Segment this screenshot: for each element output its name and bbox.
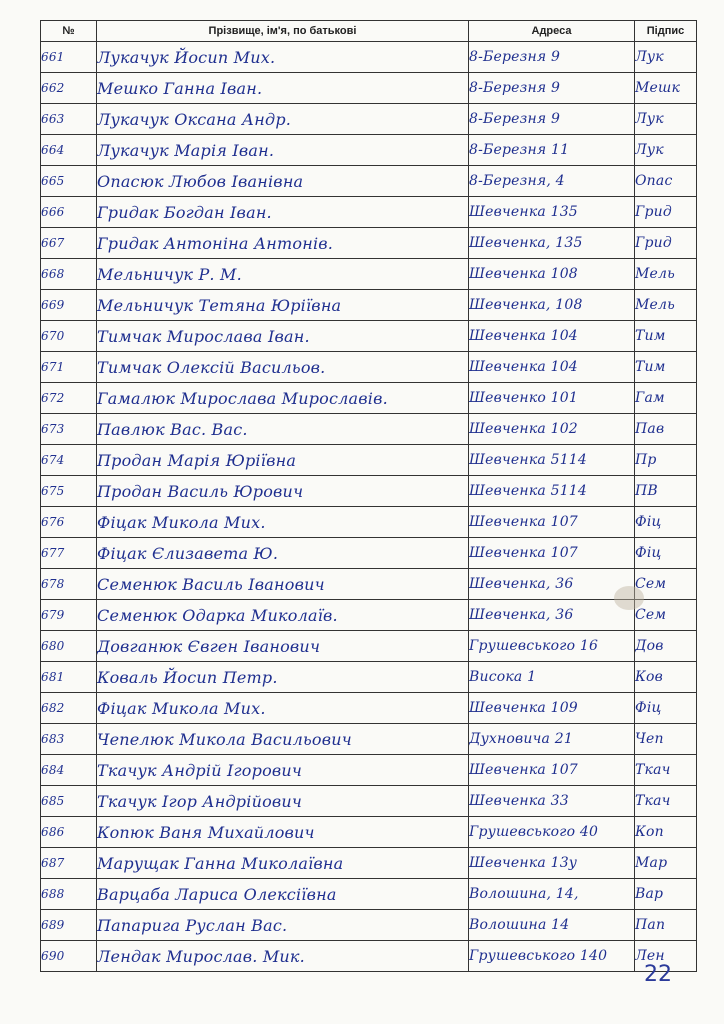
row-signature: Фіц: [635, 507, 697, 538]
row-number: 665: [41, 166, 97, 197]
table-row: [41, 352, 697, 383]
row-full-name: Лендак Мирослав. Мик.: [97, 941, 469, 972]
row-number: 667: [41, 228, 97, 259]
row-address: Шевченка, 36: [469, 600, 635, 631]
row-signature: Сем: [635, 600, 697, 631]
row-signature: Мар: [635, 848, 697, 879]
table-row: [41, 538, 697, 569]
row-address: Висока 1: [469, 662, 635, 693]
paper-stain: [614, 586, 644, 610]
row-number: 662: [41, 73, 97, 104]
row-signature: Лук: [635, 135, 697, 166]
row-signature: Сем: [635, 569, 697, 600]
row-address: Шевченка 109: [469, 693, 635, 724]
row-address: Волошина 14: [469, 910, 635, 941]
row-full-name: Мельничук Р. М.: [97, 259, 469, 290]
row-address: Шевченка 107: [469, 755, 635, 786]
row-full-name: Коваль Йосип Петр.: [97, 662, 469, 693]
row-full-name: Довганюк Євген Іванович: [97, 631, 469, 662]
row-address: Шевченка 5114: [469, 445, 635, 476]
row-full-name: Папарига Руслан Вас.: [97, 910, 469, 941]
table-header-row: [41, 21, 697, 42]
row-number: 684: [41, 755, 97, 786]
table-row: [41, 383, 697, 414]
row-signature: Лук: [635, 42, 697, 73]
row-signature: Тим: [635, 321, 697, 352]
row-full-name: Опасюк Любов Іванівна: [97, 166, 469, 197]
row-number: 679: [41, 600, 97, 631]
row-address: 8-Березня 9: [469, 73, 635, 104]
row-address: 8-Березня 9: [469, 42, 635, 73]
row-full-name: Гридак Богдан Іван.: [97, 197, 469, 228]
row-signature: Коп: [635, 817, 697, 848]
row-signature: Пр: [635, 445, 697, 476]
row-number: 687: [41, 848, 97, 879]
row-address: Духновича 21: [469, 724, 635, 755]
row-address: 8-Березня 11: [469, 135, 635, 166]
page-number: 22: [644, 962, 672, 987]
row-full-name: Чепелюк Микола Васильович: [97, 724, 469, 755]
row-number: 682: [41, 693, 97, 724]
row-number: 673: [41, 414, 97, 445]
row-number: 670: [41, 321, 97, 352]
row-full-name: Тимчак Мирослава Іван.: [97, 321, 469, 352]
row-signature: Опас: [635, 166, 697, 197]
row-address: Шевченка 108: [469, 259, 635, 290]
table-row: [41, 228, 697, 259]
row-address: Шевченка 13у: [469, 848, 635, 879]
row-full-name: Варцаба Лариса Олексіївна: [97, 879, 469, 910]
table-row: [41, 73, 697, 104]
table-row: [41, 755, 697, 786]
row-full-name: Ткачук Андрій Ігорович: [97, 755, 469, 786]
row-signature: Грид: [635, 228, 697, 259]
row-address: Шевченка, 135: [469, 228, 635, 259]
row-full-name: Гамалюк Мирослава Мирославів.: [97, 383, 469, 414]
row-address: Шевченка, 36: [469, 569, 635, 600]
row-number: 674: [41, 445, 97, 476]
row-number: 664: [41, 135, 97, 166]
row-signature: Пав: [635, 414, 697, 445]
table-row: [41, 848, 697, 879]
row-address: Волошина, 14,: [469, 879, 635, 910]
table-row: [41, 321, 697, 352]
row-full-name: Семенюк Одарка Миколаїв.: [97, 600, 469, 631]
row-full-name: Фіцак Єлизавета Ю.: [97, 538, 469, 569]
row-number: 689: [41, 910, 97, 941]
row-number: 688: [41, 879, 97, 910]
row-signature: Ков: [635, 662, 697, 693]
row-signature: Тим: [635, 352, 697, 383]
row-signature: Мешк: [635, 73, 697, 104]
header-number: №: [41, 21, 97, 42]
table-row: [41, 693, 697, 724]
row-number: 690: [41, 941, 97, 972]
row-number: 686: [41, 817, 97, 848]
row-address: Шевченка 102: [469, 414, 635, 445]
signature-registry-table: [40, 20, 697, 972]
header-signature: Підпис: [635, 21, 697, 42]
row-full-name: Копюк Ваня Михайлович: [97, 817, 469, 848]
row-full-name: Семенюк Василь Іванович: [97, 569, 469, 600]
row-full-name: Фіцак Микола Мих.: [97, 693, 469, 724]
row-number: 681: [41, 662, 97, 693]
row-address: Шевченка 104: [469, 321, 635, 352]
row-full-name: Марущак Ганна Миколаївна: [97, 848, 469, 879]
table-row: [41, 476, 697, 507]
table-row: [41, 290, 697, 321]
row-address: Грушевського 16: [469, 631, 635, 662]
table-row: [41, 600, 697, 631]
table-row: [41, 879, 697, 910]
row-number: 672: [41, 383, 97, 414]
table-row: [41, 786, 697, 817]
row-signature: Фіц: [635, 538, 697, 569]
table-row: [41, 662, 697, 693]
row-full-name: Гридак Антоніна Антонів.: [97, 228, 469, 259]
table-row: [41, 941, 697, 972]
row-full-name: Мешко Ганна Іван.: [97, 73, 469, 104]
row-signature: Пап: [635, 910, 697, 941]
table-row: [41, 569, 697, 600]
row-signature: Лук: [635, 104, 697, 135]
row-full-name: Ткачук Ігор Андрійович: [97, 786, 469, 817]
row-number: 661: [41, 42, 97, 73]
row-address: 8-Березня, 4: [469, 166, 635, 197]
row-signature: Лен: [635, 941, 697, 972]
row-number: 663: [41, 104, 97, 135]
row-number: 677: [41, 538, 97, 569]
row-signature: Вар: [635, 879, 697, 910]
row-address: Шевченка, 108: [469, 290, 635, 321]
row-signature: Дов: [635, 631, 697, 662]
table-row: [41, 166, 697, 197]
row-signature: Гам: [635, 383, 697, 414]
row-signature: Ткач: [635, 755, 697, 786]
table-row: [41, 104, 697, 135]
row-full-name: Павлюк Вас. Вас.: [97, 414, 469, 445]
row-number: 668: [41, 259, 97, 290]
header-address: Адреса: [469, 21, 635, 42]
row-full-name: Продан Василь Юрович: [97, 476, 469, 507]
row-number: 675: [41, 476, 97, 507]
row-address: Шевченка 107: [469, 507, 635, 538]
row-number: 685: [41, 786, 97, 817]
table-row: [41, 817, 697, 848]
row-address: 8-Березня 9: [469, 104, 635, 135]
table-row: [41, 197, 697, 228]
table-row: [41, 631, 697, 662]
row-address: Шевченка 5114: [469, 476, 635, 507]
row-full-name: Тимчак Олексій Васильов.: [97, 352, 469, 383]
row-number: 669: [41, 290, 97, 321]
row-signature: Фіц: [635, 693, 697, 724]
row-signature: Чеп: [635, 724, 697, 755]
row-address: Грушевського 40: [469, 817, 635, 848]
table-row: [41, 42, 697, 73]
table-row: [41, 135, 697, 166]
row-address: Шевченка 135: [469, 197, 635, 228]
row-full-name: Мельничук Тетяна Юріївна: [97, 290, 469, 321]
table-row: [41, 259, 697, 290]
row-number: 683: [41, 724, 97, 755]
row-number: 680: [41, 631, 97, 662]
row-number: 671: [41, 352, 97, 383]
row-number: 666: [41, 197, 97, 228]
row-full-name: Фіцак Микола Мих.: [97, 507, 469, 538]
row-full-name: Лукачук Йосип Мих.: [97, 42, 469, 73]
table-row: [41, 507, 697, 538]
table-row: [41, 445, 697, 476]
table-row: [41, 414, 697, 445]
row-address: Грушевського 140: [469, 941, 635, 972]
row-address: Шевченка 104: [469, 352, 635, 383]
row-full-name: Продан Марія Юріївна: [97, 445, 469, 476]
table-row: [41, 724, 697, 755]
table-row: [41, 910, 697, 941]
row-address: Шевченка 107: [469, 538, 635, 569]
row-signature: ПВ: [635, 476, 697, 507]
row-address: Шевченка 33: [469, 786, 635, 817]
header-full-name: Прізвище, ім'я, по батькові: [97, 21, 469, 42]
row-signature: Мель: [635, 290, 697, 321]
row-full-name: Лукачук Оксана Андр.: [97, 104, 469, 135]
row-address: Шевченко 101: [469, 383, 635, 414]
row-number: 676: [41, 507, 97, 538]
row-signature: Мель: [635, 259, 697, 290]
row-full-name: Лукачук Марія Іван.: [97, 135, 469, 166]
row-number: 678: [41, 569, 97, 600]
row-signature: Ткач: [635, 786, 697, 817]
row-signature: Грид: [635, 197, 697, 228]
